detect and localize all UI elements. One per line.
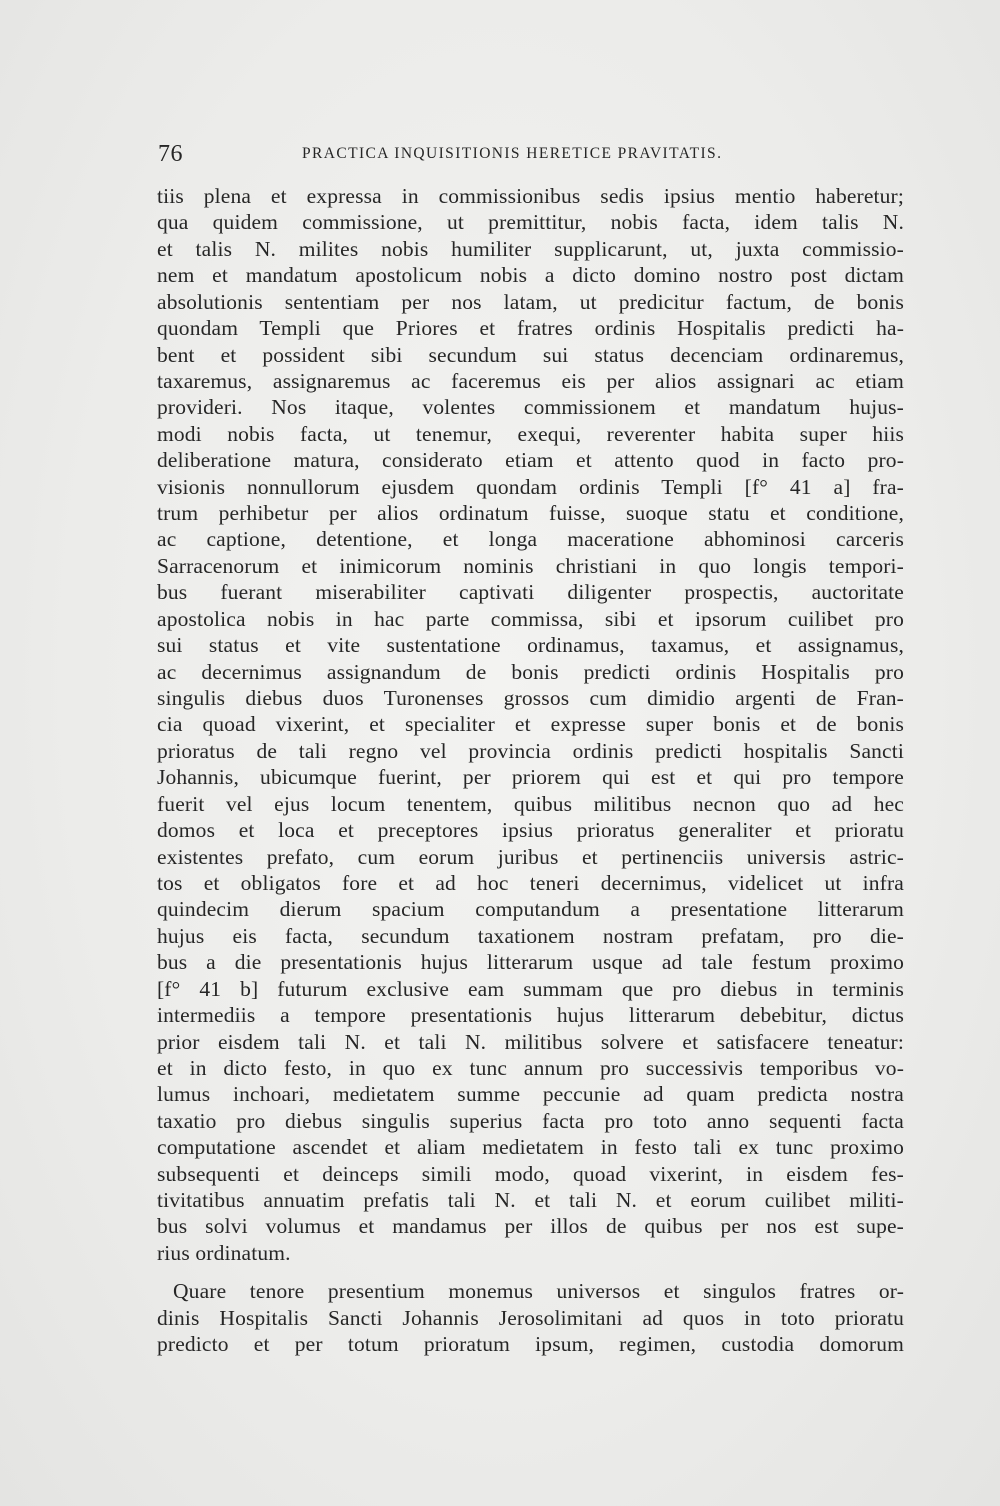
text-line: bus a die presentationis hujus litterarum usque ad tale festum proximo [157, 950, 904, 975]
text-line: ac captione, detentione, et longa maceratione abhominosi carceris [157, 527, 904, 552]
text-line: hujus eis facta, secundum taxationem nostram prefatam, pro die- [157, 923, 904, 948]
text-line: Sarracenorum et inimicorum nominis christiani in quo longis tempori- [157, 553, 904, 578]
text-line: quondam Templi que Priores et fratres ordinis Hospitalis predicti ha- [157, 316, 904, 341]
page-number: 76 [158, 141, 183, 167]
text-line: et talis N. milites nobis humiliter supplicarunt, ut, juxta commissio- [157, 236, 904, 261]
text-body [157, 183, 904, 1358]
text-line: tos et obligatos fore et ad hoc teneri decernimus, videlicet ut infra [157, 870, 904, 895]
paragraph-gap [157, 1266, 904, 1278]
paragraph-1 [157, 183, 904, 1266]
text-line: prior eisdem tali N. et tali N. militibus solvere et satisfacere teneatur: [157, 1029, 904, 1054]
text-line: ac decernimus assignandum de bonis predicti ordinis Hospitalis pro [157, 659, 904, 684]
text-line: nem et mandatum apostolicum nobis a dicto domino nostro post dictam [157, 263, 904, 288]
text-line: taxaremus, assignaremus ac faceremus eis per alios assignari ac etiam [157, 368, 904, 393]
running-head [158, 137, 903, 171]
text-line: visionis nonnullorum ejusdem quondam ordinis Templi [f° 41 a] fra- [157, 474, 904, 499]
text-line: tivitatibus annuatim prefatis tali N. et tali N. et eorum cuilibet militi- [157, 1188, 904, 1213]
text-line: prioratus de tali regno vel provincia ordinis predicti hospitalis Sancti [157, 738, 904, 763]
text-line: apostolica nobis in hac parte commissa, sibi et ipsorum cuilibet pro [157, 606, 904, 631]
text-line: fuerit vel ejus locum tenentem, quibus militibus necnon quo ad hec [157, 791, 904, 816]
text-line: tiis plena et expressa in commissionibus sedis ipsius mentio haberetur; [157, 184, 904, 208]
text-line: subsequenti et deinceps simili modo, quoad vixerint, in eisdem fes- [157, 1161, 904, 1186]
text-line: Johannis, ubicumque fuerint, per priorem qui est et qui pro tempore [157, 765, 904, 790]
text-line: provideri. Nos itaque, volentes commissionem et mandatum hujus- [157, 395, 904, 420]
text-line: et in dicto festo, in quo ex tunc annum pro successivis temporibus vo- [157, 1055, 904, 1080]
text-line: existentes prefato, cum eorum juribus et pertinenciis universis astric- [157, 844, 904, 869]
text-line: bus solvi volumus et mandamus per illos de quibus per nos est supe- [157, 1214, 904, 1239]
text-line: [f° 41 b] futurum exclusive eam summam que pro diebus in terminis [157, 976, 904, 1001]
text-line: bus fuerant miserabiliter captivati diligenter prospectis, auctoritate [157, 580, 904, 605]
text-line: trum perhibetur per alios ordinatum fuisse, suoque statu et conditione, [157, 501, 904, 526]
text-line: taxatio pro diebus singulis superius facta pro toto anno sequenti facta [157, 1108, 904, 1133]
text-line: singulis diebus duos Turonenses grossos cum dimidio argenti de Fran- [157, 686, 904, 711]
text-line: intermediis a tempore presentationis hujus litterarum debebitur, dictus [157, 1003, 904, 1028]
text-line: qua quidem commissione, ut premittitur, nobis facta, idem talis N. [157, 210, 904, 235]
text-line: modi nobis facta, ut tenemur, exequi, reverenter habita super hiis [157, 421, 904, 446]
text-line: quindecim dierum spacium computandum a presentatione litterarum [157, 897, 904, 922]
text-line: Quare tenore presentium monemus universos et singulos fratres or- [173, 1279, 904, 1304]
text-line: lumus inchoari, medietatem summe peccunie ad quam predicta nostra [157, 1082, 904, 1107]
text-line: predicto et per totum prioratum ipsum, regimen, custodia domorum [157, 1332, 904, 1357]
text-line: rius ordinatum. [157, 1240, 291, 1265]
text-line: bent et possident sibi secundum sui status decenciam ordinaremus, [157, 342, 904, 367]
paragraph-2 [157, 1278, 904, 1357]
text-line: computatione ascendet et aliam medietatem in festo tali ex tunc proximo [157, 1135, 904, 1160]
text-line: domos et loca et preceptores ipsius prioratus generaliter et prioratu [157, 818, 904, 843]
text-line: dinis Hospitalis Sancti Johannis Jerosolimitani ad quos in toto prioratu [157, 1305, 904, 1330]
text-line: cia quoad vixerint, et specialiter et expresse super bonis et de bonis [157, 712, 904, 737]
text-line: absolutionis sententiam per nos latam, ut predicitur factum, de bonis [157, 289, 904, 314]
running-title: PRACTICA INQUISITIONIS HERETICE PRAVITATIS. [302, 145, 723, 162]
text-line: sui status et vite sustentatione ordinamus, taxamus, et assignamus, [157, 633, 904, 658]
text-line: deliberatione matura, considerato etiam et attento quod in facto pro- [157, 448, 904, 473]
